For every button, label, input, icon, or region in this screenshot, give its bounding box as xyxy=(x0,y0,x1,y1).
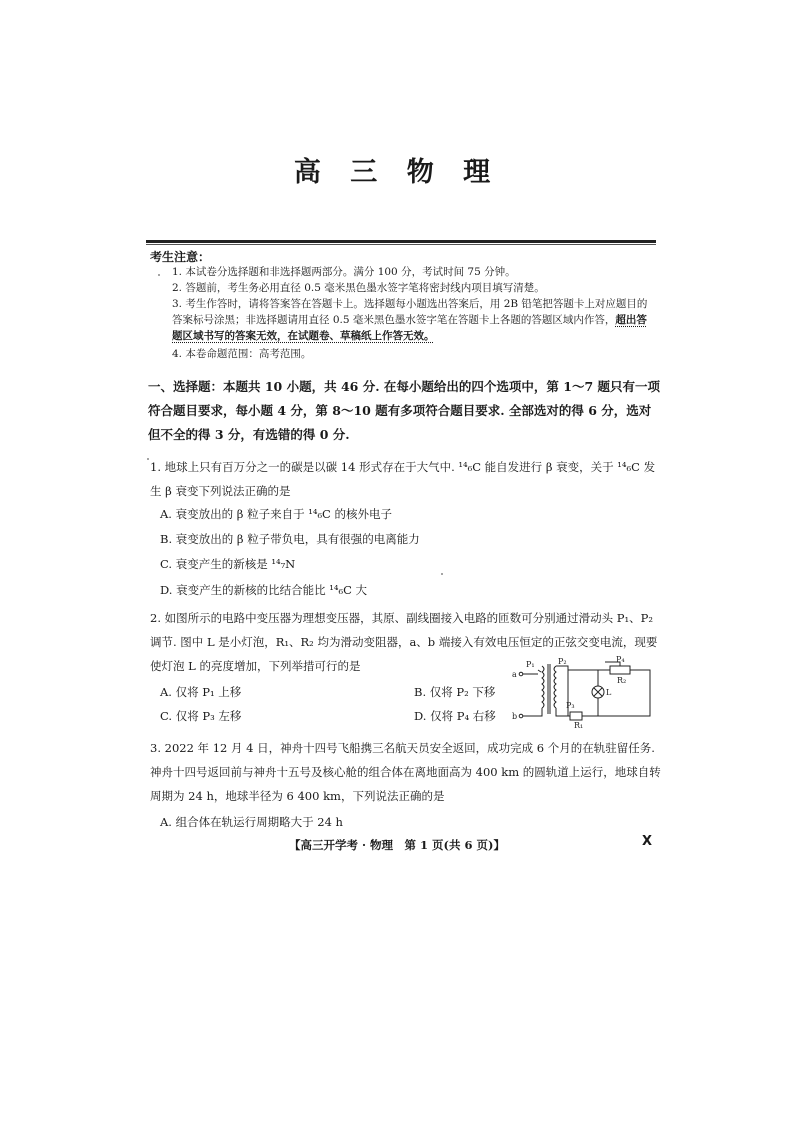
terminal-a-dot xyxy=(519,672,523,676)
question-1-option-a: A. 衰变放出的 β 粒子来自于 ¹⁴₆C 的核外电子 xyxy=(160,507,393,521)
section-heading: 一、选择题：本题共 10 小题，共 46 分. 在每小题给出的四个选项中，第 1～7 题只有一项符合题目要求，每小题 4 分，第 8～10 题有多项符合题目要求. 全部选对的得 6 分，选对但不全的得 3 分，有选错的得 0 分. xyxy=(148,379,661,442)
terminal-b-label: b xyxy=(512,712,518,721)
page-footer: 【高三开学考 · 物理 第 1 页(共 6 页)】 xyxy=(289,838,505,852)
primary-wires xyxy=(523,674,542,716)
scan-speck xyxy=(158,274,160,276)
terminal-a-label: a xyxy=(512,670,517,679)
question-1-option-c: C. 衰变产生的新核是 ¹⁴₇N xyxy=(160,557,296,571)
question-1-stem: 1. 地球上只有百万分之一的碳是以碳 14 形式存在于大气中. ¹⁴₆C 能自发进行 β 衰变，关于 ¹⁴₆C 发生 β 衰变下列说法正确的是 xyxy=(150,460,656,498)
notice-item-2: 2. 答题前，考生务必用直径 0.5 毫米黑色墨水签字笔将密封线内项目填写清楚。 xyxy=(172,282,545,294)
resistor-r2-label: R₂ xyxy=(617,676,627,685)
slider-p3-label: P₃ xyxy=(566,701,575,710)
secondary-coil xyxy=(554,666,556,708)
question-2-option-c: C. 仅将 P₃ 左移 xyxy=(160,709,242,723)
notice-item-1: 1. 本试卷分选择题和非选择题两部分。满分 100 分，考试时间 75 分钟。 xyxy=(172,266,516,278)
header-rule xyxy=(146,240,656,243)
lamp-label: L xyxy=(606,688,612,697)
notice-item-4: 4. 本卷命题范围：高考范围。 xyxy=(172,348,312,360)
notice-heading: 考生注意： xyxy=(150,250,211,264)
notice-item-3-text: 3. 考生作答时，请将答案答在答题卡上。选择题每小题选出答案后，用 2B 铅笔把答题卡上对应题目的答案标号涂黑；非选择题请用直径 0.5 毫米黑色墨水签字笔在答题卡上各题的答题区域内作答， xyxy=(172,298,648,326)
resistor-r2 xyxy=(610,666,630,674)
slider-p1-arrow xyxy=(538,670,541,672)
question-3-stem: 3. 2022 年 12 月 4 日，神舟十四号飞船携三名航天员安全返回，成功完成 6 个月的在轨驻留任务. 神舟十四号返回前与神舟十五号及核心舱的组合体在离地面高为 400 km 的圆轨道上运行，地球自转周期为 24 h，地球半径为 6 400 km，下列说法正确的是 xyxy=(150,741,661,803)
transformer-core xyxy=(548,664,550,714)
header-rule-thin xyxy=(146,244,656,245)
resistor-r1-label: R₁ xyxy=(574,721,584,728)
notice-item-3 xyxy=(172,296,652,344)
question-2-stem: 2. 如图所示的电路中变压器为理想变压器，其原、副线圈接入电路的匝数可分别通过滑动头 P₁、P₂ 调节. 图中 L 是小灯泡，R₁、R₂ 均为滑动变阻器，a、b 端接入有效电压恒定的正弦交变电流，现要使灯泡 L 的亮度增加，下列举措可行的是 xyxy=(150,611,658,673)
slider-p2-label: P₂ xyxy=(558,657,567,666)
scan-speck xyxy=(441,573,443,575)
question-3-option-a: A. 组合体在轨运行周期略大于 24 h xyxy=(160,815,343,829)
terminal-b-dot xyxy=(519,714,523,718)
slider-p1-label: P₁ xyxy=(526,660,535,669)
scan-speck xyxy=(147,458,149,460)
transformer-circuit-diagram xyxy=(510,656,660,728)
question-2-option-b: B. 仅将 P₂ 下移 xyxy=(414,685,496,699)
resistor-r1 xyxy=(570,712,582,720)
page-title: 高 三 物 理 xyxy=(293,157,501,188)
lamp-cross xyxy=(594,688,602,696)
question-1-option-d: D. 衰变产生的新核的比结合能比 ¹⁴₆C 大 xyxy=(160,583,368,597)
notice-item-3-emphasis: 超出答题区域书写的答案无效，在试题卷、草稿纸上作答无效。 xyxy=(172,314,647,342)
question-2-option-d: D. 仅将 P₄ 右移 xyxy=(414,709,496,723)
question-1-option-b: B. 衰变放出的 β 粒子带负电，具有很强的电离能力 xyxy=(160,532,420,546)
corner-mark: X xyxy=(642,834,653,849)
primary-coil xyxy=(542,666,544,708)
question-2-option-a: A. 仅将 P₁ 上移 xyxy=(160,685,242,699)
slider-p4-label: P₄ xyxy=(616,656,625,664)
